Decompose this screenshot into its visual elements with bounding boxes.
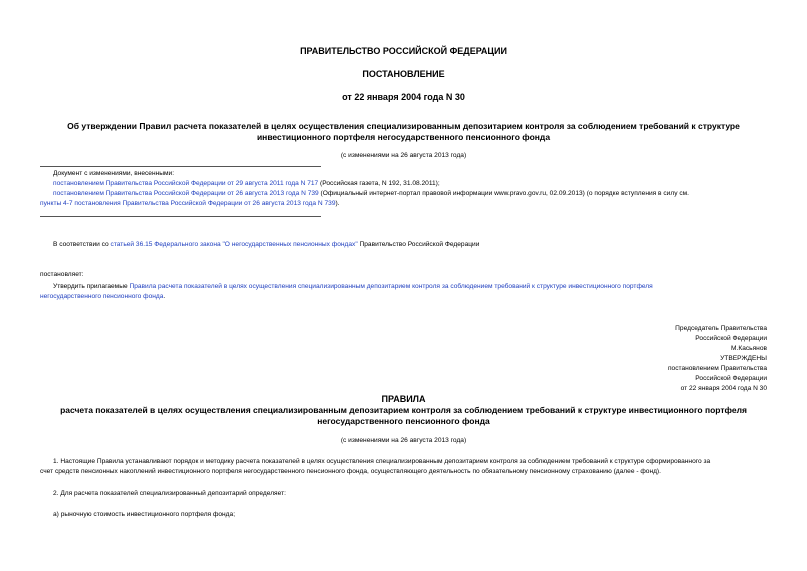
- approved-date: от 22 января 2004 года N 30: [680, 385, 767, 392]
- rules-subtitle-line-2: негосударственного пенсионного фонда: [317, 416, 490, 426]
- paragraph-3: а) рыночную стоимость инвестиционного портфеля фонда;: [53, 511, 236, 518]
- changes-item-1-tail: (Российская газета, N 192, 31.08.2011);: [318, 180, 440, 187]
- signature-block: [565, 324, 767, 354]
- changes-block: [53, 169, 765, 199]
- approve-suffix: .: [163, 293, 166, 300]
- signature-name: М.Касьянов: [731, 345, 767, 352]
- changes-intro: Документ с изменениями, внесенными:: [53, 170, 175, 177]
- divider-bottom: [40, 216, 321, 217]
- preamble: [53, 240, 765, 250]
- approve-line-1: [53, 282, 765, 292]
- rules-amendment-note: (с изменениями на 26 августа 2013 года): [340, 437, 467, 444]
- government-heading: ПРАВИТЕЛЬСТВО РОССИЙСКОЙ ФЕДЕРАЦИИ: [300, 46, 507, 56]
- resolves-text: постановляет:: [40, 271, 84, 278]
- document-title: [40, 121, 767, 143]
- amendment-link-2013[interactable]: постановлением Правительства Российской Федерации от 26 августа 2013 года N 739: [53, 190, 319, 197]
- divider-top: [40, 166, 321, 167]
- rules-link[interactable]: Правила расчета показателей в целях осуществления специализированным депозитарием контроля за соблюдением требований к структуре инвестиционного портфеля: [129, 283, 653, 290]
- rules-subtitle-line-1: расчета показателей в целях осуществления специализированным депозитарием контроля за соблюдением требований к структуре инвестиционного портфеля: [60, 405, 747, 415]
- rules-heading: ПРАВИЛА: [381, 394, 426, 404]
- changes-item-2-mid: (Официальный интернет-портал правовой информации www.pravo.gov.ru, 02.09.2013) (о порядке вступления в силу см.: [318, 190, 689, 197]
- rules-link-continued[interactable]: негосударственного пенсионного фонда: [40, 293, 164, 300]
- federal-law-link[interactable]: статьей 36.15 Федерального закона "О негосударственных пенсионных фондах": [110, 241, 358, 248]
- changes-item-2-tail: ).: [335, 200, 340, 207]
- amendment-note: (с изменениями на 26 августа 2013 года): [340, 152, 467, 159]
- paragraph-1-line-1: 1. Настоящие Правила устанавливают порядок и методику расчета показателей в целях осуществления специализированным депозитарием контроля за соблюдением требований к структуре сформированного за: [53, 458, 711, 465]
- rules-subtitle: [40, 405, 767, 427]
- changes-item-1: [53, 179, 765, 189]
- preamble-suffix: Правительство Российской Федерации: [357, 241, 480, 248]
- approve-prefix: Утвердить прилагаемые: [53, 283, 130, 290]
- document-title-line-2: инвестиционного портфеля негосударственного пенсионного фонда: [256, 132, 551, 142]
- signature-title: Председатель Правительства: [675, 325, 767, 332]
- document-type-heading: ПОСТАНОВЛЕНИЕ: [362, 69, 445, 79]
- amendment-link-2011[interactable]: постановлением Правительства Российской Федерации от 29 августа 2011 года N 717: [53, 180, 319, 187]
- approved-by: постановлением Правительства: [667, 365, 767, 372]
- amendment-items-link[interactable]: пункты 4-7 постановления Правительства Российской Федерации от 26 августа 2013 года N 739: [40, 200, 336, 207]
- approved-block: [565, 354, 767, 394]
- document-title-line-1: Об утверждении Правил расчета показателей в целях осуществления специализированным депозитарием контроля за соблюдением требований к структуре: [67, 121, 740, 131]
- changes-item-2: [53, 189, 765, 199]
- paragraph-2: 2. Для расчета показателей специализированный депозитарий определяет:: [53, 490, 286, 497]
- paragraph-1-line-2: счет средств пенсионных накоплений инвестиционного портфеля негосударственного пенсионного фонда, осуществляющего деятельность по обязательному пенсионному страхованию (далее - фонд).: [40, 468, 661, 475]
- changes-item-2-continued: [40, 199, 765, 209]
- approved-label: УТВЕРЖДЕНЫ: [720, 355, 767, 362]
- preamble-prefix: В соответствии со: [53, 241, 111, 248]
- approved-country: Российской Федерации: [695, 375, 767, 382]
- document-date-number: от 22 января 2004 года N 30: [342, 92, 465, 102]
- signature-country: Российской Федерации: [695, 335, 767, 342]
- approve-line-2: [40, 292, 165, 302]
